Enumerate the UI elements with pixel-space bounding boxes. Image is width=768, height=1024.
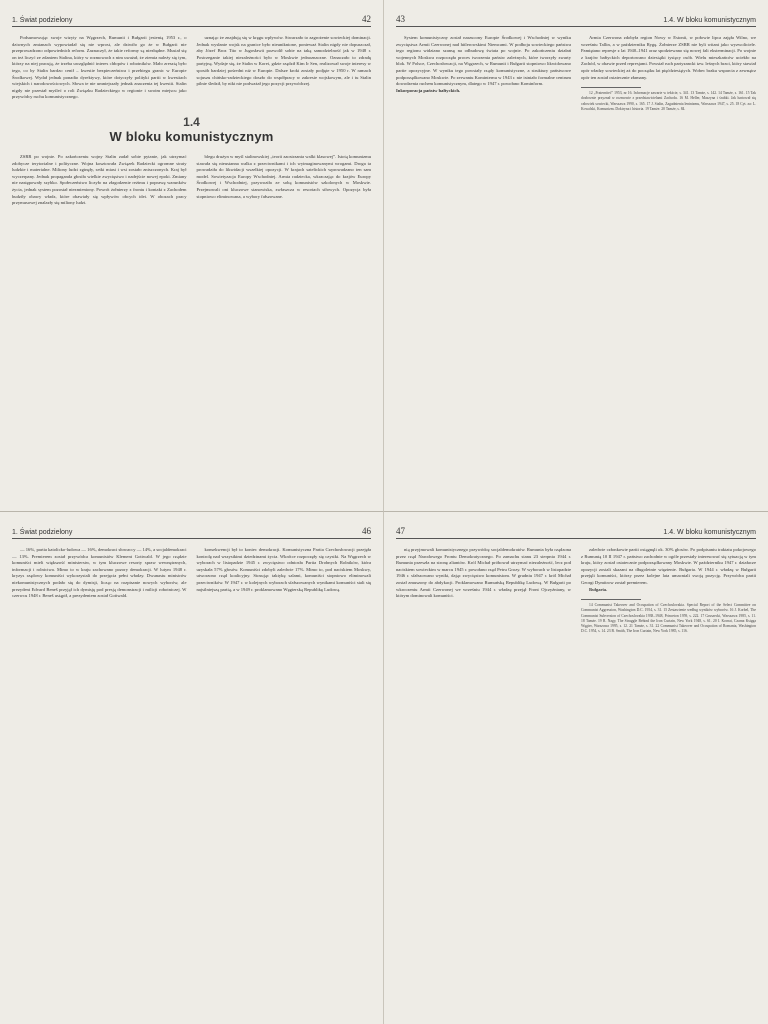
page-header [396, 14, 756, 27]
page-header [12, 526, 371, 539]
page-number: 43 [396, 14, 405, 24]
body-text: nią przyjmowali komunistycznego przywódcę socjaldemokratów. Rumunia była rządzona przez rząd Narodowego Frontu Demokratycznego. Po zamachu stanu 23 sierpnia 1944 r. Rumunia przeszła na stronę aliantów. Król Michał próbował utrzymać niezależność, lecz pod naciskiem sowieckim w marcu 1945 r. powołano rząd Petru Grozy. W wyborach w listopadzie 1946 r. sfałszowano wyniki, dając zwycięstwo komunistom. W grudniu 1947 r. król Michał został zmuszony do abdykacji. Proklamowano Rumuńską Republikę Ludową. W Bułgarii po wkroczeniu Armii Czerwonej we wrześniu 1944 r. władzę przejął Front Ojczyźniany, w którym dominowali komuniści. [396, 547, 571, 599]
page-number: 47 [396, 526, 405, 536]
chapter-heading [12, 115, 371, 144]
running-head: 1.4. W bloku komunistycznym [663, 529, 756, 536]
body-text: blegu drużyn w myśl stalinowskiej „teorii zaostrzania walki klasowej”. Istotą komunizmu stawała się nieustanna walka z przeciwnikami i ich wyimaginowanymi wrogami. Droga ta prowadziła do likwidacji wszelkiej opozycji. W krajach satelickich wprowadzano ten sam model. Sowietyzacja Europy Wschodniej. Armia radziecka, wkraczając do krajów Europy Środkowej i Wschodniej, przywoziła ze sobą komunistów szkolonych w Moskwie. Przejmowali oni kluczowe stanowiska, zwłaszcza w resortach siłowych. Opozycja była stopniowo eliminowana, a wybory fałszowane. [196, 153, 371, 199]
section-subhead: Inkorporacja państw bałtyckich. [396, 87, 461, 93]
page-number: 46 [362, 526, 371, 536]
text-columns [396, 35, 756, 112]
body-text: Armia Czerwona zdobyła region Nowy w Estonii, w połowie lipca zajęła Wilno, we wrześniu Tallin, a w październiku Rygę. Żołnierze ZSRR nie byli witani jako wyzwoliciele. Pamiętano represje z lat 1940–1941 oraz spodziewano się nowej fali eksterminacji. Po wojnie z krajów bałtyckich deportowano dziesiątki tysięcy osób. Wielu mieszkańców uciekło na Zachód, w obawie przed represjami. Powstał ruch partyzancki tzw. leśnych braci, który stawiał opór władzy sowieckiej aż do początku lat pięćdziesiątych. Wobec braku wsparcia z zewnątrz opór ten został ostatecznie złamany. [581, 35, 756, 80]
page-47 [384, 512, 768, 1024]
running-head: 1.4. W bloku komunistycznym [663, 17, 756, 24]
text-columns-bottom [12, 154, 371, 207]
footnotes: 14 Communist Takeover and Occupation of Czechoslovakia. Special Report of the Select Committee on Communist Aggression, Washington D.C. 1954, s. 31. 15 Zestawienie według wyników wyborów. 16 J. Korbel, The Communist Subversion of Czechoslovakia 1938–1948, Princeton 1959, s. 222. 17 Gruszecki, Warszawa 1985, s. 11. 18 Tamże. 19 R. Nagy, The Struggle Behind the Iron Curtain, New York 1948, s. 61. 20 I. Kornai, Czarna Księga Węgier, Warszawa 1995, s. 12. 21 Tamże, s. 31. 22 Communist Takeover and Occupation of Romania, Washington D.C. 1954, s. 14. 23 B. Smith, The Iron Curtain, New York 1985, s. 116. [581, 603, 756, 634]
text-columns [12, 547, 371, 600]
section-subhead: Bułgaria. [589, 586, 608, 592]
body-text: konsekwencji był to koniec demokracji. Komunistyczna Partia Czechosłowacji przejęła kontrolę nad wszystkimi dziedzinami życia. Wkrótce rozpoczęły się czystki. Na Węgrzech w wyborach w listopadzie 1945 r. zwycięstwo odniosła Partia Drobnych Rolników, która uzyskała 57% głosów. Komuniści zdobyli zaledwie 17%. Mimo to, pod naciskiem Moskwy, utworzono rząd koalicyjny. Stosując taktykę salami, komuniści stopniowo eliminowali przeciwników. W 1947 r. w kolejnych wyborach sfałszowanych wynikami komuniści stali się najsilniejszą partią, a w 1949 r. proklamowano Węgierską Republikę Ludową. [196, 547, 371, 592]
page-43 [384, 0, 768, 512]
page-number: 42 [362, 14, 371, 24]
page-46 [0, 512, 384, 1024]
body-text: Podsumowując swoje wizyty na Węgrzech, Rumunii i Bułgarii jesienią 1953 r., o dziwnych zmianach wypowiadał się nie wprost, ale dziwiło go że w Bułgarii nie przeprowadzono odpowiednich reform. Zaznaczył, że takie reformy są niezbędne. Musiał się on też liczyć ze zdaniem Stalina, który w rozmowach z nim uważał, że ziemia należy się tym, którzy na niej pracują, że trzeba uwzględnić interes chłopów i robotników. Mało zresztą było tego, co by Stalin bardzo cenił – kwestie bezpieczeństwa i przebiegu granic w Europie Środkowej. Wydał jednak ponadto dyrektywy, które dotyczyły polityki partii w kwestiach wiejskich i narodowościowych. Słowa te nie umniejszały jednak znaczenia tej kwestii. Stalin nigdy nie przestał myśleć o roli Związku Radzieckiego w regionie i swoim miejscu jako przywódcy ruchu komunistycznego. [12, 35, 187, 100]
body-text: — 16%, partia katolicko-ludowa — 16%, demokraci słowaccy — 14%, a socjaldemokraci — 13%. Premierem został przywódca komunistów Klement Gottwald. W jego rządzie komuniści mieli większość ministerstw, w tym kluczowe resorty spraw wewnętrznych, informacji i rolnictwa. Mimo to w kraju zachowano pozory demokracji. W lutym 1948 r. kryzys rządowy komuniści wykorzystali do przejęcia pełni władzy. Dwunastu ministrów niekomunistycznych podało się do dymisji, licząc na rozpisanie nowych wyborów, ale prezydent Edvard Beneš przyjął ich dymisję pod presją demonstracji i milicji robotniczej. W czerwcu 1948 r. Beneš ustąpił, a prezydentem został Gottwald. [12, 547, 187, 599]
running-head: 1. Świat podzielony [12, 529, 73, 536]
footnote-rule [581, 599, 641, 600]
footnote-rule [581, 87, 641, 88]
body-text: System komunistyczny został narzucony Europie Środkowej i Wschodniej w wyniku zwycięstwa Armii Czerwonej nad hitlerowskimi Niemcami. W podboju sowieckiego państwa tego regionu widziano szansę na odbudowę świata po wojnie. Po zakończeniu działań wojennych Moskwa rozpoczęła proces tworzenia państw zależnych, które tworzyły zwarty blok. W Polsce, Czechosłowacji, na Węgrzech, w Rumunii i Bułgarii stopniowo likwidowano partie opozycyjne. W wyniku tego powstały rządy komunistyczne, a struktury państwowe podporządkowano Moskwie. Po zerwaniu Kominternu w 1943 r. nie istniało formalne centrum dowodzenia ruchem komunistycznym, dlatego w 1947 r. powołano Kominform. [396, 35, 571, 87]
body-text: ZSRR po wojnie. Po zakończeniu wojny Stalin zadał sobie pytanie, jak utrzymać zdobycze terytorialne i polityczne. Wojna kosztowała Związek Radziecki ogromne straty ludzkie i materialne. Miliony ludzi zginęły, setki miast i wsi zostało zniszczonych. Kraj był wyczerpany. Jednak propaganda głosiła wielkie zwycięstwo i nadejście nowej epoki. Zmiany nie następowały szybko. Społeczeństwo liczyło na złagodzenie reżimu i poprawę warunków życia, jednak system pozostał niezmieniony. Powrót żołnierzy z frontu i kontakt z Zachodem budziły obawy władz, które obawiały się wpływów obcych idei. W obozach pracy przymusowej znalazły się miliony ludzi. [12, 153, 187, 206]
footnotes: 12 „Fraterniteć” 1953, nr 16. Informacje zawarte w tekście, s. 341. 13 Tamże, s. 142. 14 Tamże, s. 161. 15 Tak dosłownie przyznał w rozmowie z przedstawicielami Zachodu. 16 M. Heller, Maszyna i śrubki. Jak hartował się człowiek sowiecki, Warszawa 1990, s. 165. 17 J. Stalin, Zagadnienia leninizmu, Warszawa 1947, s. 25. 18 Cyt. za: L. Kowalski, Komunizm. Doktryna i historia. 19 Tamże. 20 Tamże, s. 84. [581, 91, 756, 111]
running-head: 1. Świat podzielony [12, 17, 73, 24]
chapter-title: W bloku komunistycznym [109, 128, 274, 144]
chapter-number: 1.4 [183, 114, 200, 129]
text-columns [396, 547, 756, 634]
body-text: uznając że znajdują się w kręgu wpływów. Stwarzało to zagrożenie sowieckiej dominacji. Jednak wysłanie wojsk na granice było nieuniknione, ponieważ Stalin nigdy nie dopuszczał, aby Józef Broz Tito w Jugosławii pozwolił sobie na taką samodzielność jak w 1948 r. Postrzeganie takiej niezależności było w Moskwie jednoznaczne. Oznaczało to zdradę partyjną. Wydaje się, że Stalin w Korei, gdzie rządził Kim Ir Sen, realizował swoje interesy w sposób bardziej pośredni niż w Europie. Dalsze kroki zostały podjęte w 1950 r. W ramach sojuszu chińsko-radzieckiego doszło do współpracy w zakresie wojskowym, ale i tu Stalin pilnie śledził, by nikt nie podważał jego pozycji przywódczej. [196, 35, 371, 87]
page-header [396, 526, 756, 539]
text-columns-top [12, 35, 371, 101]
page-42 [0, 0, 384, 512]
body-text: zaledwie członkowie partii osiągnęli ok. 30% głosów. Po podpisaniu traktatu pokojowego z Rumunią 10 II 1947 r. państwo zachodnie w ogóle przestały interesować się sytuacją w tym kraju, który został ostatecznie podporządkowany Moskwie. W październiku 1947 r. działacze opozycji zostali skazani na długoletnie więzienie. Bułgaria. W 1944 r. władzę w Bułgarii przejęli komuniści, którzy przez kolejne lata umacniali swoją pozycję. Przywódca partii Georgi Dymitrow został premierem. [581, 547, 756, 585]
page-header [12, 14, 371, 27]
